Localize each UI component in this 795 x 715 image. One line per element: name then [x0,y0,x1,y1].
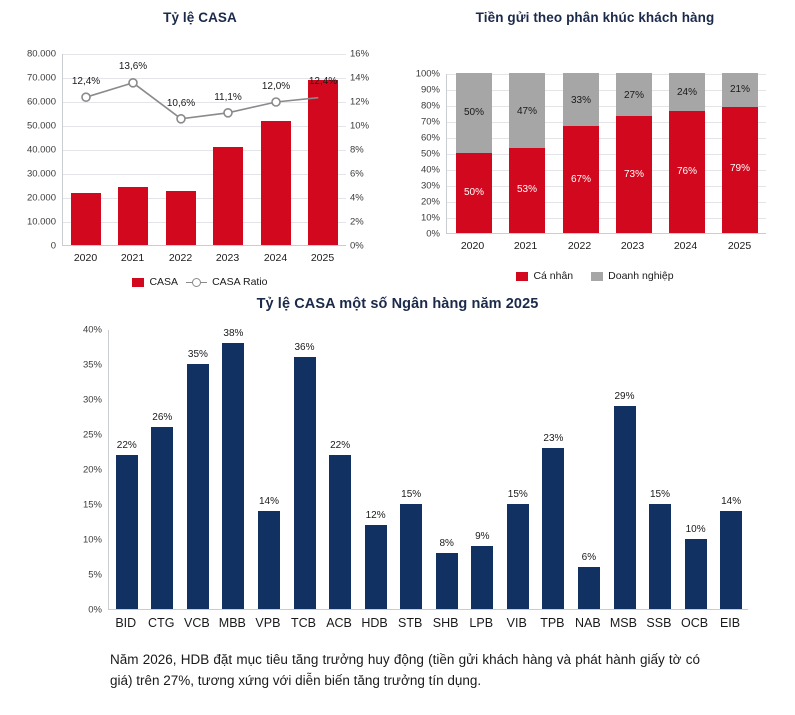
bar-CTG [151,427,173,609]
x-tick: 2024 [263,252,288,264]
y2-tick: 10% [350,120,370,132]
legend-item-casa-ratio [192,276,267,288]
bar-MBB [222,343,244,609]
y2-tick: 4% [350,192,364,204]
label-BID: 22% [116,440,137,451]
label-ratio-2022: 10,6% [166,98,196,109]
label-ratio-2024: 12,0% [261,81,291,92]
legend-item-casa [132,276,178,288]
label-SHB: 8% [439,538,454,549]
x-tick: 2022 [567,240,592,252]
x-tick: STB [397,616,423,630]
label-STB: 15% [401,489,422,500]
x-tick: LPB [469,616,494,630]
casa-ratio-line [63,54,347,246]
y2-tick: 2% [350,216,364,228]
y-tick: 5% [88,569,102,581]
label-ratio-2025: 12,4% [308,76,338,87]
x-tick: CTG [148,616,175,630]
label-ratio-2020: 12,4% [71,76,101,87]
legend-swatch-doanh-nghiep-icon [591,272,603,281]
chart-deposit-segment-plot [400,58,790,282]
bar-TPB [542,448,564,609]
label-ca-nhan-2022: 67% [570,174,592,185]
x-tick: HDB [361,616,388,630]
y-tick: 30% [82,394,102,406]
x-tick: 2023 [215,252,240,264]
y2-tick: 14% [350,72,370,84]
legend-marker-casa-ratio-icon [192,278,201,287]
x-tick: VIB [506,616,527,630]
x-tick: 2020 [460,240,485,252]
y-tick: 0% [88,604,102,616]
legend-swatch-ca-nhan-icon [516,272,528,281]
y-tick: 70.000 [26,72,56,84]
chart-deposit-segment-legend [400,270,790,282]
y-tick: 40.000 [26,144,56,156]
y-tick: 90% [420,84,440,96]
y-tick: 15% [82,499,102,511]
y-tick: 10% [420,212,440,224]
y-tick: 100% [415,68,440,80]
legend-label-doanh-nghiep: Doanh nghiệp [608,270,674,282]
bar-VPB [258,511,280,609]
label-doanh-nghiep-2024: 24% [676,87,698,98]
y-tick: 0% [426,228,440,240]
label-VCB: 35% [187,349,208,360]
label-ca-nhan-2023: 73% [623,169,645,180]
legend-item-ca-nhan [516,270,573,282]
x-tick: MSB [609,616,637,630]
y2-tick: 0% [350,240,364,252]
bar-MSB [614,406,636,609]
y2-tick: 6% [350,168,364,180]
chart-casa-ratio-plot [10,32,390,282]
label-doanh-nghiep-2020: 50% [463,107,485,118]
bar-TCB [294,357,316,609]
label-VPB: 14% [258,496,280,507]
y-tick: 10.000 [26,216,56,228]
plot-area [108,330,748,610]
x-tick: 2024 [673,240,698,252]
x-tick: BID [115,616,137,630]
x-tick: 2021 [513,240,538,252]
y-tick: 10% [82,534,102,546]
x-tick: TCB [290,616,316,630]
y-tick: 30.000 [26,168,56,180]
bar-SSB [649,504,671,609]
bar-LPB [471,546,493,609]
label-ca-nhan-2021: 53% [516,184,538,195]
label-ca-nhan-2025: 79% [729,163,751,174]
x-tick: NAB [574,616,601,630]
x-tick: VPB [255,616,281,630]
y-tick: 30% [420,180,440,192]
y-tick: 40% [420,164,440,176]
y2-tick: 16% [350,48,370,60]
y2-tick: 8% [350,144,364,156]
x-tick: EIB [719,616,741,630]
y-tick: 60% [420,132,440,144]
label-CTG: 26% [152,412,173,423]
x-tick: VCB [183,616,210,630]
legend-label-casa-ratio: CASA Ratio [212,276,268,288]
bar-VCB [187,364,209,609]
x-tick: SSB [646,616,672,630]
y-tick: 50% [420,148,440,160]
y-tick: 20.000 [26,192,56,204]
x-tick: 2023 [620,240,645,252]
label-NAB: 6% [581,552,597,563]
legend-swatch-casa-icon [132,278,144,287]
legend-label-casa: CASA [149,276,179,288]
legend-item-doanh-nghiep [591,270,673,282]
chart-deposit-segment [400,8,790,288]
y-tick: 20% [420,196,440,208]
x-tick: 2022 [168,252,193,264]
label-LPB: 9% [475,531,490,542]
label-SSB: 15% [649,489,671,500]
chart-casa-banks-title: Tỷ lệ CASA một số Ngân hàng năm 2025 [256,296,539,312]
label-doanh-nghiep-2021: 47% [516,106,538,117]
legend-label-ca-nhan: Cá nhân [533,270,574,282]
x-tick: 2025 [727,240,752,252]
x-tick: TPB [540,616,565,630]
y-tick: 0 [50,240,56,252]
chart-casa-ratio [10,8,390,288]
label-MBB: 38% [223,328,244,339]
y-tick: 60.000 [26,96,56,108]
label-ca-nhan-2024: 76% [676,166,698,177]
chart-casa-banks-plot [0,318,795,630]
y-tick: 80% [420,100,440,112]
label-TCB: 36% [294,342,315,353]
bar-STB [400,504,422,609]
x-tick: OCB [681,616,709,630]
bar-OCB [685,539,707,609]
bar-VIB [507,504,529,609]
chart-deposit-segment-title: Tiền gửi theo phân khúc khách hàng [475,10,715,25]
label-ratio-2023: 11,1% [214,92,242,103]
y-tick: 50.000 [26,120,56,132]
bar-EIB [720,511,742,609]
x-tick: ACB [326,616,352,630]
x-tick: MBB [218,616,246,630]
chart-casa-ratio-legend [10,276,390,288]
label-EIB: 14% [721,496,742,507]
y-tick: 25% [82,429,102,441]
chart-casa-ratio-title: Tỷ lệ CASA [163,10,237,25]
y-tick: 70% [420,116,440,128]
x-tick: SHB [432,616,459,630]
x-tick: 2020 [73,252,98,264]
figure-caption: Năm 2026, HDB đặt mục tiêu tăng trưởng huy động (tiền gửi khách hàng và phát hành giấy tờ có giá) trên 27%, tương xứng với diễn biến tăng trưởng tín dụng. [110,652,700,688]
y-tick: 35% [82,359,102,371]
label-doanh-nghiep-2023: 27% [623,90,645,101]
label-doanh-nghiep-2022: 33% [570,95,592,106]
label-ca-nhan-2020: 50% [463,187,485,198]
label-MSB: 29% [614,391,635,402]
label-VIB: 15% [507,489,528,500]
plot-area [446,74,766,234]
bar-HDB [365,525,387,609]
label-OCB: 10% [685,524,706,535]
x-tick: 2025 [310,252,335,264]
bar-SHB [436,553,458,609]
y-tick: 80.000 [26,48,56,60]
x-tick: 2021 [120,252,145,264]
label-doanh-nghiep-2025: 21% [729,84,751,95]
chart-casa-banks [0,290,795,640]
bar-ACB [329,455,351,609]
label-HDB: 12% [365,510,386,521]
label-ratio-2021: 13,6% [118,61,148,72]
label-ACB: 22% [330,440,351,451]
bar-BID [116,455,138,609]
y2-tick: 12% [350,96,370,108]
y-tick: 40% [82,324,102,336]
label-TPB: 23% [543,433,564,444]
bar-NAB [578,567,600,609]
y-tick: 20% [82,464,102,476]
plot-area [62,54,346,246]
